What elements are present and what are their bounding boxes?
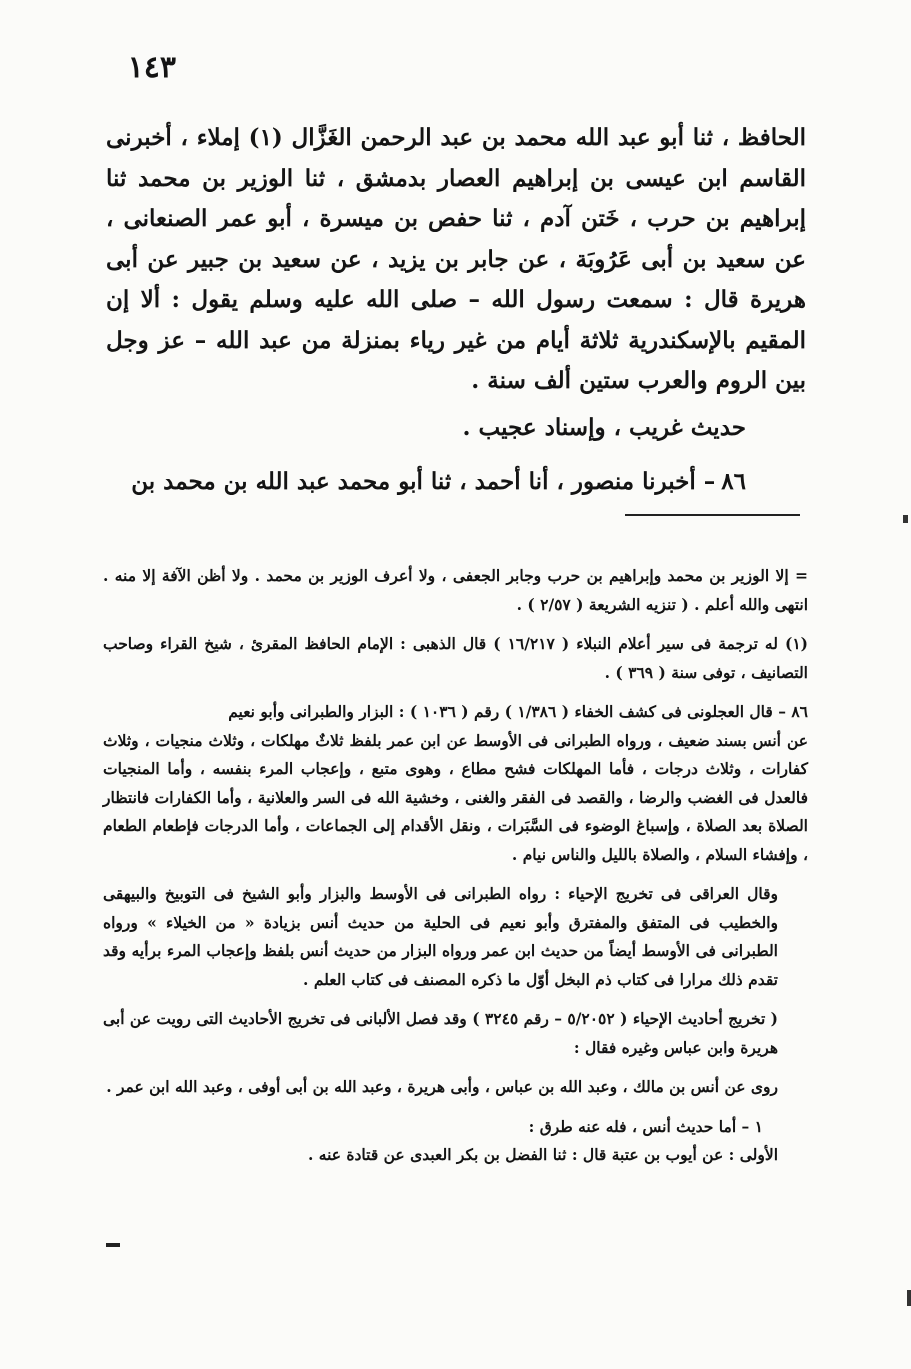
footnote-first-route: الأولى : عن أيوب بن عتبة قال : ثنا الفضل بن بكر العبدى عن قتادة عنه . — [307, 1145, 778, 1164]
footnote-1: (١) له ترجمة فى سير أعلام النبلاء ( ١٦/٢١٧ ) قال الذهبى : الإمام الحافظ المقرئ ، شيخ القراء وصاحب التصانيف ، توفى سنة ( ٣٦٩ ) . — [103, 634, 808, 682]
footnote-86-body: عن أنس بسند ضعيف ، ورواه الطبرانى فى الأوسط عن ابن عمر بلفظ ثلاثٌ مهلكات ، وثلاث منجيات ، وثلاث كفارات ، وثلاث درجات ، فأما المهلكات فشح مطاع ، وهوى متبع ، وإعجاب المرء بنفسه ، وأما المنجيات فالعدل فى الغضب والرضا ، والقصد فى الفقر والغنى ، وخشية الله فى السر والعلانية ، وأما الكفارات فانتظار الصلاة بعد الصلاة ، وإسباغ الوضوء فى السَّبَرات ، ونقل الأقدام إلى الجماعات ، وأما الدرجات فإطعام الطعام ، وإفشاء السلام ، والصلاة بالليل والناس نيام . — [103, 730, 808, 864]
continuation-mark — [106, 1243, 120, 1247]
narration-paragraph: الحافظ ، ثنا أبو عبد الله محمد بن عبد الرحمن الغَزَّال (١) إملاء ، أخبرنى القاسم ابن عيسى بن إبراهيم العصار بدمشق ، ثنا الوزير بن محمد ثنا إبراهيم بن حرب ، خَتن آدم ، ثنا حفص بن ميسرة ، أبو عمر الصنعانى ، عن سعيد بن أبى عَرُوبَة ، عن جابر بن يزيد ، عن سعيد بن جبير عن أبى هريرة قال : سمعت رسول الله – صلى الله عليه وسلم يقول : ألا إن المقيم بالإسكندرية ثلاثة أيام من غير رياء بمنزلة من عبد الله – عز وجل بين الروم والعرب ستين ألف سنة . — [106, 124, 807, 394]
hadith-grading: حديث غريب ، وإسناد عجيب . — [462, 413, 746, 441]
main-text — [106, 118, 806, 503]
edge-mark-bottom — [907, 1290, 911, 1306]
hadith-number: ٨٦ — [721, 468, 746, 495]
footnote-takhrij: ( تخريج أحاديث الإحياء ( ٥/٢٠٥٢ – رقم ٣٢٤٥ ) وقد فصل الألبانى فى تخريج الأحاديث التى رويت عن أبى هريرة وابن عباس وغيره فقال : — [102, 1009, 778, 1057]
footnote-86-heading: ٨٦ – قال العجلونى فى كشف الخفاء ( ١/٣٨٦ ) رقم ( ١٠٣٦ ) : البزار والطبرانى وأبو نعيم — [228, 702, 808, 721]
footnotes — [103, 562, 808, 1181]
footnote-iraqi: وقال العراقى فى تخريج الإحياء : رواه الطبرانى فى الأوسط والبزار وأبو الشيخ فى التوبيخ والبيهقى والخطيب فى المتفق والمفترق وأبو نعيم فى الحلية من حديث أنس بزيادة « من الخيلاء » ورواه الطبرانى فى الأوسط أيضاً من حديث ابن عمر ورواه البزار من حديث أنس بلفظ وإعجاب المرء برأيه وقد تقدم ذلك مرارا فى كتاب ذم البخل أوّل ما ذكره المصنف فى كتاب العلم . — [103, 884, 778, 989]
footnote-item-1: ١ – أما حديث أنس ، فله عنه طرق : — [528, 1116, 763, 1136]
footnote-continuation: = إلا الوزير بن محمد وإبراهيم بن حرب وجابر الجعفى ، ولا أعرف الوزير بن محمد . ولا أظن الآفة إلا منه . انتهى والله أعلم . ( تنزيه الشريعة ( ٢/٥٧ ) . — [103, 566, 808, 614]
footnote-divider — [625, 514, 800, 516]
page-number: ١٤٣ — [127, 50, 176, 85]
hadith-86-text: – أخبرنا منصور ، أنا أحمد ، ثنا أبو محمد عبد الله بن محمد بن — [131, 468, 716, 495]
footnote-rawa: روى عن أنس بن مالك ، وعبد الله بن عباس ، وأبى هريرة ، وعبد الله بن أبى أوفى ، وعبد الله ابن عمر . — [106, 1077, 778, 1096]
hadith-86-start — [106, 462, 806, 503]
edge-mark — [903, 515, 908, 523]
